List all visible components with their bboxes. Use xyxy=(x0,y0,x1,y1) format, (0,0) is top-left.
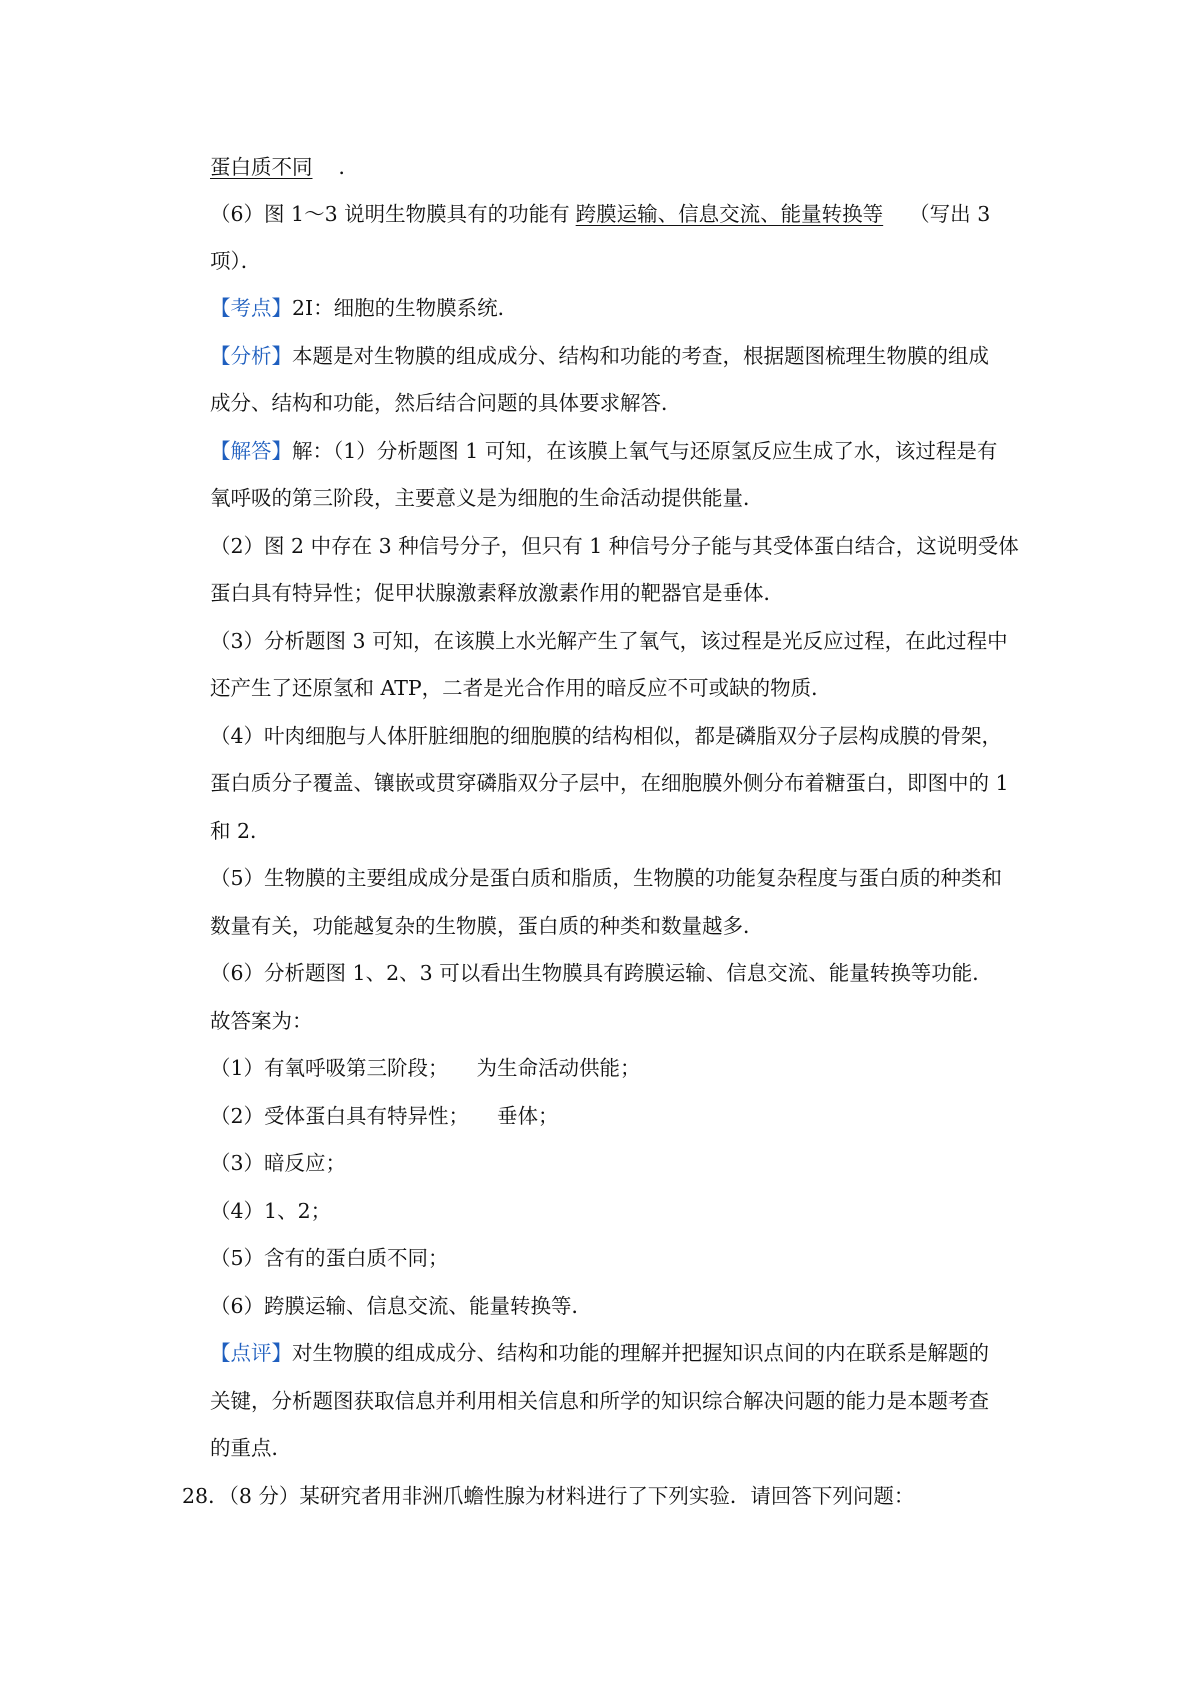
question-6-line-2: 项）． xyxy=(210,249,262,273)
jieda-line-8: 蛋白质分子覆盖、镶嵌或贯穿磷脂双分子层中，在细胞膜外侧分布着糖蛋白，即图中的 1 xyxy=(210,771,1009,795)
answer-item-1: （1）有氧呼吸第三阶段； 为生命活动供能； xyxy=(210,1056,641,1080)
jieda-line-11: 数量有关，功能越复杂的生物膜，蛋白质的种类和数量越多． xyxy=(210,914,764,938)
jieda-line: 【解答】解：（1）分析题图 1 可知，在该膜上氧气与还原氢反应生成了水，该过程是有 xyxy=(210,439,998,463)
kaodian-line: 【考点】2I：细胞的生物膜系统． xyxy=(210,296,519,320)
answer-item-4: （4）1、2； xyxy=(210,1199,332,1223)
kaodian-tag: 【考点】 xyxy=(210,296,292,320)
fill-blank-answer-6: 跨膜运输、信息交流、能量转换等 xyxy=(575,202,884,226)
fill-blank-answer-5: 蛋白质不同 xyxy=(210,155,313,179)
answer-item-3: （3）暗反应； xyxy=(210,1151,347,1175)
answer-5-continuation: 蛋白质不同 ． xyxy=(210,155,359,179)
jieda-line-9: 和 2． xyxy=(210,819,271,843)
question-6-line: （6）图 1～3 说明生物膜具有的功能有 跨膜运输、信息交流、能量转换等 （写出 3 xyxy=(210,202,991,226)
jieda-line-3: （2）图 2 中存在 3 种信号分子，但只有 1 种信号分子能与其受体蛋白结合，这说明受体 xyxy=(210,534,1019,558)
fenxi-line: 【分析】本题是对生物膜的组成成分、结构和功能的考查，根据题图梳理生物膜的组成 xyxy=(210,344,989,368)
answer-item-2: （2）受体蛋白具有特异性； 垂体； xyxy=(210,1104,559,1128)
jieda-line-2: 氧呼吸的第三阶段，主要意义是为细胞的生命活动提供能量． xyxy=(210,486,764,510)
jieda-line-12: （6）分析题图 1、2、3 可以看出生物膜具有跨膜运输、信息交流、能量转换等功能． xyxy=(210,961,993,985)
jieda-line-5: （3）分析题图 3 可知，在该膜上水光解产生了氧气，该过程是光反应过程，在此过程中 xyxy=(210,629,1008,653)
dianping-line-2: 关键，分析题图获取信息并利用相关信息和所学的知识综合解决问题的能力是本题考查 xyxy=(210,1389,989,1413)
fenxi-tag: 【分析】 xyxy=(210,344,292,368)
answer-item-5: （5）含有的蛋白质不同； xyxy=(210,1246,449,1270)
dianping-line-3: 的重点． xyxy=(210,1436,292,1460)
fenxi-line-2: 成分、结构和功能，然后结合问题的具体要求解答． xyxy=(210,391,682,415)
jieda-line-6: 还产生了还原氢和 ATP，二者是光合作用的暗反应不可或缺的物质． xyxy=(210,676,832,700)
answer-item-6: （6）跨膜运输、信息交流、能量转换等． xyxy=(210,1294,593,1318)
answer-intro: 故答案为： xyxy=(210,1009,313,1033)
dianping-tag: 【点评】 xyxy=(210,1341,292,1365)
dianping-line: 【点评】对生物膜的组成成分、结构和功能的理解并把握知识点间的内在联系是解题的 xyxy=(210,1341,989,1365)
jieda-tag: 【解答】 xyxy=(210,439,292,463)
jieda-line-7: （4）叶肉细胞与人体肝脏细胞的细胞膜的结构相似，都是磷脂双分子层构成膜的骨架， xyxy=(210,724,1003,748)
question-28-stem: 28．（8 分）某研究者用非洲爪蟾性腺为材料进行了下列实验．请回答下列问题： xyxy=(182,1484,915,1508)
jieda-line-4: 蛋白具有特异性；促甲状腺激素释放激素作用的靶器官是垂体． xyxy=(210,581,784,605)
jieda-line-10: （5）生物膜的主要组成成分是蛋白质和脂质，生物膜的功能复杂程度与蛋白质的种类和 xyxy=(210,866,1003,890)
